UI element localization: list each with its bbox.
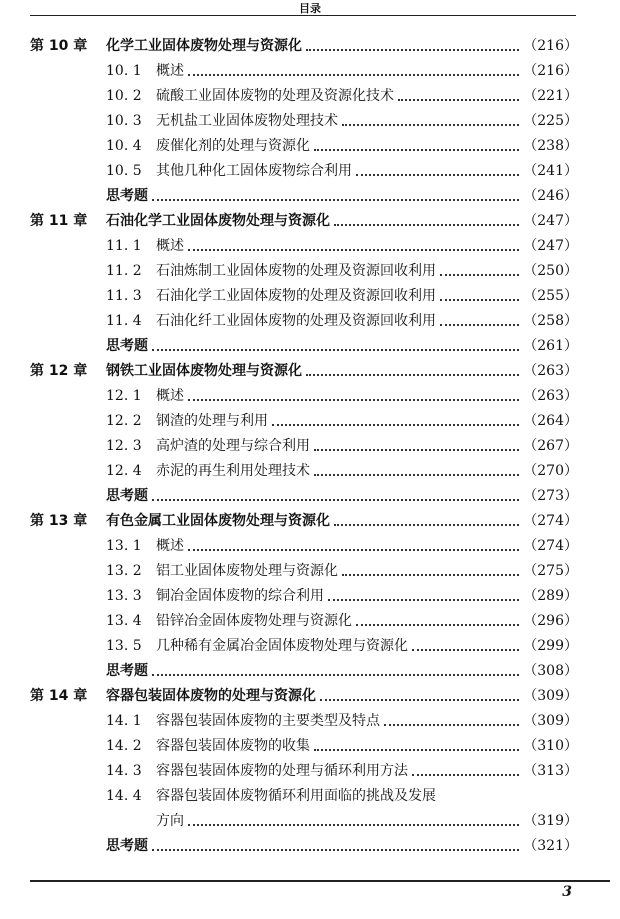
toc-chapter-entry[interactable] — [30, 684, 578, 709]
toc-section-entry[interactable] — [30, 284, 578, 309]
section-number: 10. 2 — [106, 88, 142, 104]
section-number: 14. 4 — [106, 788, 142, 804]
entry-title: 方向 — [156, 813, 184, 829]
dot-leader — [188, 399, 519, 401]
entry-page: （255） — [523, 288, 578, 304]
dot-leader — [440, 324, 519, 326]
section-number: 14. 1 — [106, 713, 142, 729]
entry-page: （263） — [523, 388, 578, 404]
entry-title: 容器包装固体废物的处理与资源化 — [106, 688, 316, 704]
entry-page: （241） — [523, 163, 578, 179]
entry-page: （267） — [523, 438, 578, 454]
entry-title: 高炉渣的处理与综合利用 — [156, 438, 310, 454]
dot-leader — [334, 524, 519, 526]
entry-title: 其他几种化工固体废物综合利用 — [156, 163, 352, 179]
toc-section-entry[interactable] — [30, 634, 578, 659]
entry-title: 容器包装固体废物循环利用面临的挑战及发展 — [156, 788, 436, 804]
entry-title: 概述 — [156, 63, 184, 79]
toc-chapter-entry[interactable] — [30, 509, 578, 534]
entry-page: （289） — [523, 588, 578, 604]
entry-page: （321） — [523, 838, 578, 854]
section-number: 12. 1 — [106, 388, 142, 404]
entry-title: 思考题 — [106, 338, 148, 354]
section-number: 12. 3 — [106, 438, 142, 454]
dot-leader — [314, 474, 519, 476]
entry-page: （216） — [523, 63, 578, 79]
dot-leader — [152, 674, 519, 676]
dot-leader — [314, 749, 519, 751]
dot-leader — [188, 249, 519, 251]
dot-leader — [440, 299, 519, 301]
entry-title: 铜冶金固体废物的综合利用 — [156, 588, 324, 604]
toc-section-entry[interactable] — [30, 784, 578, 809]
entry-page: （313） — [523, 763, 578, 779]
toc-exercises-entry[interactable] — [30, 334, 578, 359]
entry-page: （247） — [523, 238, 578, 254]
entry-page: （319） — [523, 813, 578, 829]
toc-exercises-entry[interactable] — [30, 659, 578, 684]
table-of-contents — [30, 34, 578, 859]
dot-leader — [320, 699, 519, 701]
entry-page: （310） — [523, 738, 578, 754]
entry-page: （247） — [523, 213, 578, 229]
section-number: 11. 2 — [106, 263, 142, 279]
section-number: 11. 1 — [106, 238, 142, 254]
section-number: 13. 5 — [106, 638, 142, 654]
toc-chapter-entry[interactable] — [30, 359, 578, 384]
entry-title: 无机盐工业固体废物处理技术 — [156, 113, 338, 129]
entry-title: 思考题 — [106, 488, 148, 504]
entry-title: 思考题 — [106, 188, 148, 204]
section-number: 11. 4 — [106, 313, 142, 329]
toc-section-entry[interactable] — [30, 384, 578, 409]
dot-leader — [152, 499, 519, 501]
toc-section-entry[interactable] — [30, 134, 578, 159]
entry-title: 石油化学工业固体废物的处理及资源回收利用 — [156, 288, 436, 304]
dot-leader — [342, 124, 519, 126]
toc-section-entry[interactable] — [30, 84, 578, 109]
chapter-number: 第 11 章 — [30, 213, 88, 229]
dot-leader — [188, 549, 519, 551]
dot-leader — [152, 349, 519, 351]
entry-page: （273） — [523, 488, 578, 504]
entry-page: （309） — [523, 688, 578, 704]
entry-title: 钢铁工业固体废物处理与资源化 — [106, 363, 302, 379]
entry-title: 容器包装固体废物的处理与循环利用方法 — [156, 763, 408, 779]
section-number: 10. 3 — [106, 113, 142, 129]
entry-page: （261） — [523, 338, 578, 354]
toc-section-entry[interactable] — [30, 309, 578, 334]
section-number: 11. 3 — [106, 288, 142, 304]
entry-page: （274） — [523, 538, 578, 554]
section-number: 13. 2 — [106, 563, 142, 579]
toc-section-entry[interactable] — [30, 259, 578, 284]
entry-page: （246） — [523, 188, 578, 204]
dot-leader — [314, 149, 519, 151]
entry-page: （296） — [523, 613, 578, 629]
page-header — [0, 0, 620, 22]
entry-page: （238） — [523, 138, 578, 154]
toc-chapter-entry[interactable] — [30, 209, 578, 234]
entry-page: （270） — [523, 463, 578, 479]
dot-leader — [306, 374, 519, 376]
entry-title: 钢渣的处理与利用 — [156, 413, 268, 429]
entry-page: （225） — [523, 113, 578, 129]
entry-title: 硫酸工业固体废物的处理及资源化技术 — [156, 88, 394, 104]
toc-section-entry[interactable] — [30, 584, 578, 609]
toc-exercises-entry[interactable] — [30, 484, 578, 509]
toc-exercises-entry[interactable] — [30, 834, 578, 859]
entry-title: 思考题 — [106, 838, 148, 854]
section-number: 12. 4 — [106, 463, 142, 479]
dot-leader — [314, 449, 519, 451]
entry-page: （263） — [523, 363, 578, 379]
entry-page: （309） — [523, 713, 578, 729]
section-number: 10. 5 — [106, 163, 142, 179]
section-number: 10. 4 — [106, 138, 142, 154]
dot-leader — [306, 49, 519, 51]
section-number: 14. 2 — [106, 738, 142, 754]
entry-title: 赤泥的再生利用处理技术 — [156, 463, 310, 479]
toc-section-entry[interactable] — [30, 734, 578, 759]
dot-leader — [412, 649, 519, 651]
toc-section-entry[interactable] — [30, 534, 578, 559]
dot-leader — [328, 599, 519, 601]
entry-title: 废催化剂的处理与资源化 — [156, 138, 310, 154]
dot-leader — [384, 724, 519, 726]
toc-section-entry[interactable] — [30, 809, 578, 834]
page-number: 3 — [562, 884, 572, 900]
chapter-number: 第 10 章 — [30, 38, 88, 54]
toc-section-entry[interactable] — [30, 759, 578, 784]
entry-title: 概述 — [156, 238, 184, 254]
dot-leader — [440, 274, 519, 276]
entry-title: 概述 — [156, 388, 184, 404]
toc-section-entry[interactable] — [30, 234, 578, 259]
entry-title: 容器包装固体废物的收集 — [156, 738, 310, 754]
entry-page: （275） — [523, 563, 578, 579]
dot-leader — [334, 224, 519, 226]
dot-leader — [152, 199, 519, 201]
dot-leader — [356, 174, 519, 176]
toc-section-entry[interactable] — [30, 609, 578, 634]
entry-page: （250） — [523, 263, 578, 279]
chapter-number: 第 12 章 — [30, 363, 88, 379]
toc-section-entry[interactable] — [30, 709, 578, 734]
chapter-number: 第 14 章 — [30, 688, 88, 704]
dot-leader — [188, 74, 519, 76]
dot-leader — [342, 574, 519, 576]
entry-title: 几种稀有金属冶金固体废物处理与资源化 — [156, 638, 408, 654]
dot-leader — [356, 624, 519, 626]
toc-section-entry[interactable] — [30, 409, 578, 434]
entry-title: 有色金属工业固体废物处理与资源化 — [106, 513, 330, 529]
chapter-number: 第 13 章 — [30, 513, 88, 529]
entry-title: 化学工业固体废物处理与资源化 — [106, 38, 302, 54]
dot-leader — [272, 424, 519, 426]
section-number: 10. 1 — [106, 63, 142, 79]
section-number: 13. 4 — [106, 613, 142, 629]
toc-chapter-entry[interactable] — [30, 34, 578, 59]
entry-title: 石油炼制工业固体废物的处理及资源回收利用 — [156, 263, 436, 279]
dot-leader — [412, 774, 519, 776]
toc-section-entry[interactable] — [30, 434, 578, 459]
entry-title: 铅锌冶金固体废物处理与资源化 — [156, 613, 352, 629]
entry-title: 概述 — [156, 538, 184, 554]
entry-title: 石油化学工业固体废物处理与资源化 — [106, 213, 330, 229]
entry-title: 容器包装固体废物的主要类型及特点 — [156, 713, 380, 729]
section-number: 13. 1 — [106, 538, 142, 554]
dot-leader — [152, 849, 519, 851]
entry-page: （221） — [523, 88, 578, 104]
entry-page: （274） — [523, 513, 578, 529]
toc-exercises-entry[interactable] — [30, 184, 578, 209]
entry-title: 石油化纤工业固体废物的处理及资源回收利用 — [156, 313, 436, 329]
toc-section-entry[interactable] — [30, 159, 578, 184]
entry-page: （264） — [523, 413, 578, 429]
entry-page: （258） — [523, 313, 578, 329]
toc-section-entry[interactable] — [30, 109, 578, 134]
header-title: 目录 — [299, 2, 321, 15]
section-number: 12. 2 — [106, 413, 142, 429]
entry-page: （299） — [523, 638, 578, 654]
dot-leader — [188, 824, 519, 826]
dot-leader — [398, 99, 519, 101]
entry-title: 思考题 — [106, 663, 148, 679]
entry-page: （216） — [523, 38, 578, 54]
section-number: 14. 3 — [106, 763, 142, 779]
entry-page: （308） — [523, 663, 578, 679]
toc-section-entry[interactable] — [30, 59, 578, 84]
toc-section-entry[interactable] — [30, 559, 578, 584]
toc-section-entry[interactable] — [30, 459, 578, 484]
entry-title: 铝工业固体废物处理与资源化 — [156, 563, 338, 579]
section-number: 13. 3 — [106, 588, 142, 604]
header-rule — [30, 15, 576, 16]
footer-rule — [30, 880, 610, 882]
